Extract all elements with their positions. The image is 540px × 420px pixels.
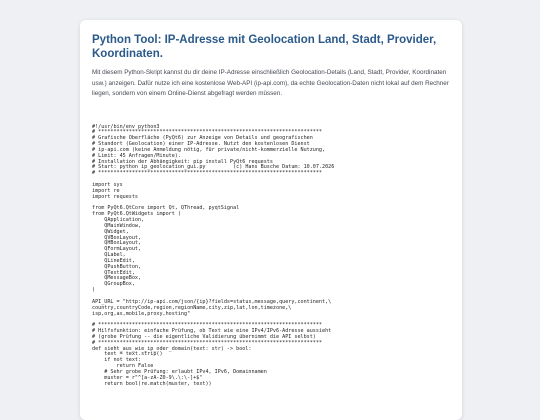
- code-block: #!/usr/bin/env python3 # ************************************************************************* # Grafische Oberfläche (PyQt6) zur Anzeige von Details und geografischen # Standort (Geolocation) einer IP-Adresse. Nutzt den kostenlosen Dienst # ip-api.com (keine Anmeldung nötig, für private/nicht-kommerzielle Nutzung, # Limit: 45 Anfragen/Minute). # Installation der Abhängigkeit: pip install PyQt6 requests # Start: python ip_geolocation_gui.py (c) Hans Busche Datum: 10.07.2026 # ************************************************************************* import sys import re import requests from PyQt6.QtCore import Qt, QThread, pyqtSignal from PyQt6.QtWidgets import ( QApplication, QMainWindow, QWidget, QVBoxLayout, QHBoxLayout, QFormLayout, QLabel, QLineEdit, QPushButton, QTextEdit, QMessageBox, QGroupBox, ) API_URL = "http://ip-api.com/json/{ip}?fields=status,message,query,continent,\ country,countryCode,region,regionName,city,zip,lat,lon,timezone,\ isp,org,as,mobile,proxy,hosting" # ************************************************************************* # Hilfsfunktion: einfache Prüfung, ob Text wie eine IPv4/IPv6-Adresse aussieht # (grobe Prüfung -- die eigentliche Validierung übernimmt die API selbst) # ************************************************************************* def sieht_aus_wie_ip_oder_domain(text: str) -> bool: text = text.strip() if not text: return False # Sehr grobe Prüfung: erlaubt IPv4, IPv6, Domainnamen muster = r"^[a-zA-Z0-9\.\:\-]+$" return bool(re.match(muster, text)): [92, 123, 335, 387]
- intro-paragraph: Mit diesem Python-Skript kannst du dir deine IP-Adresse einschließlich Geolocation-Details (Land, Stadt, Provider, Koordinaten usw.) anzeigen. Dafür nutze ich eine kostenlose Web-API (ip-api.com), da echte Geolocation-Daten nicht lokal auf dem Rechner liegen, sondern von einem Online-Dienst abgefragt werden müssen.: [92, 69, 449, 97]
- page-title: Python Tool: IP-Adresse mit Geolocation Land, Stadt, Provider, Koordinaten.: [92, 34, 437, 60]
- article-card: [80, 20, 462, 420]
